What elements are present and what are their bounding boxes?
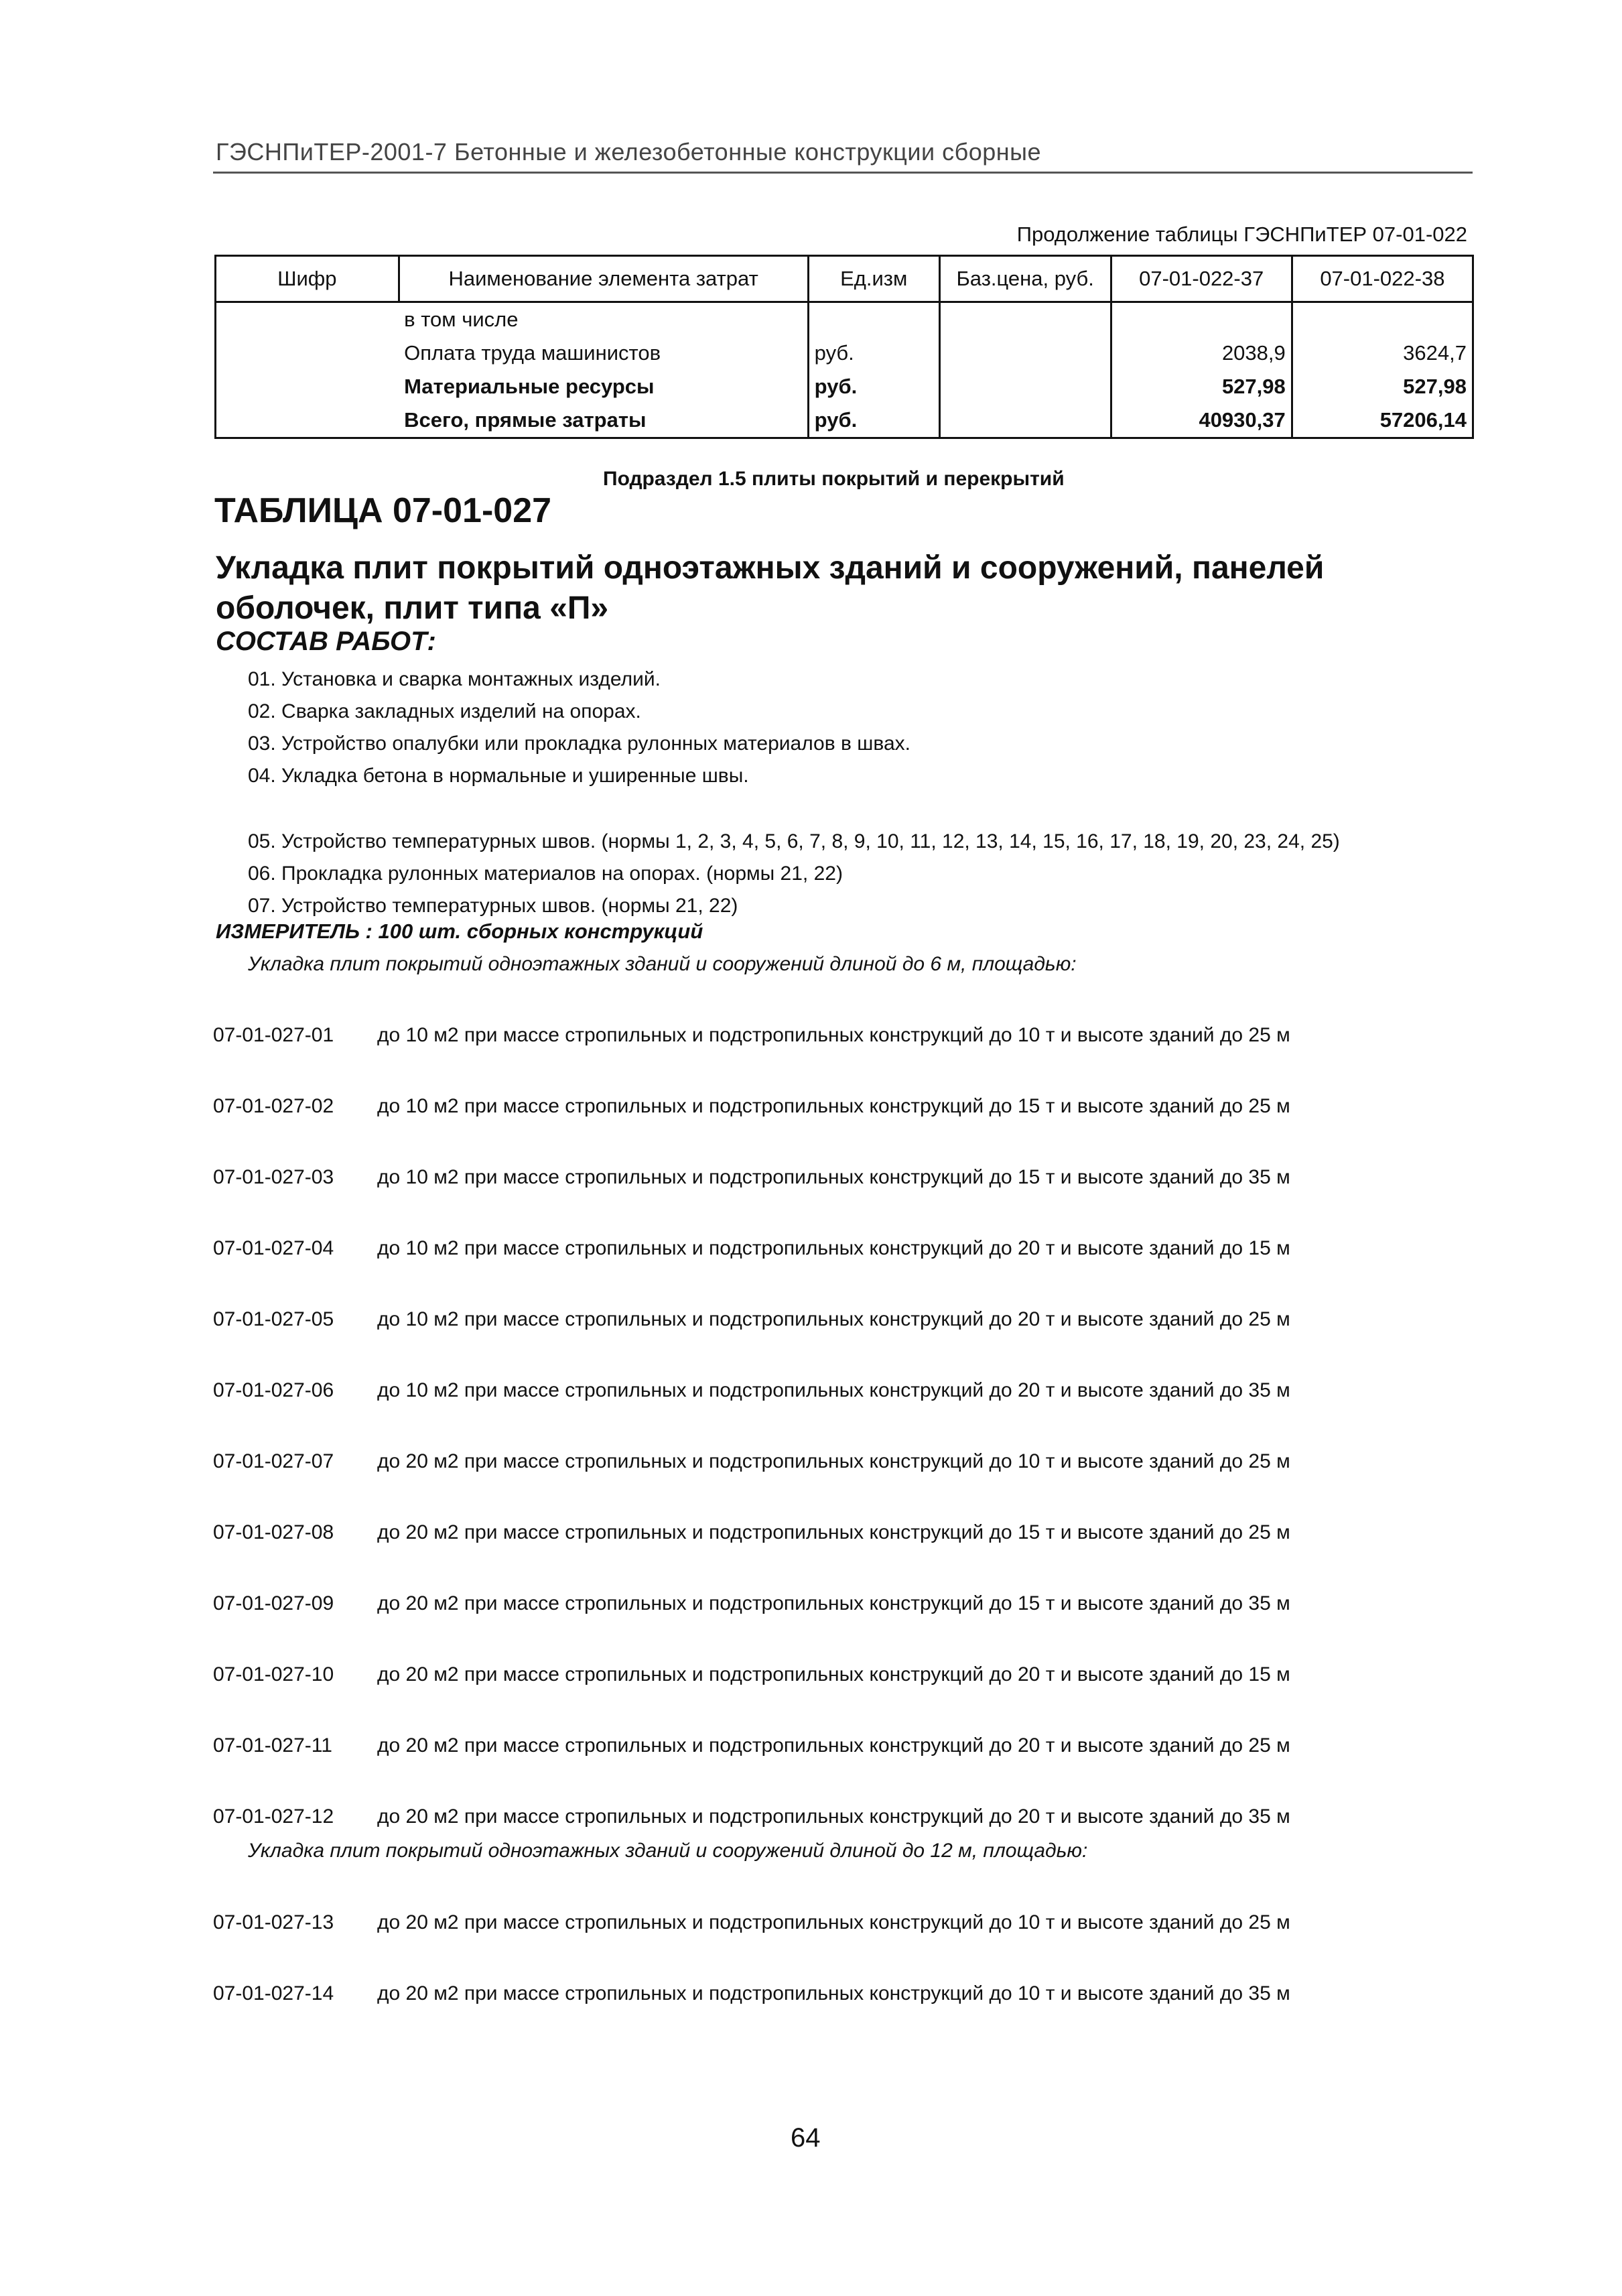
header-rule <box>213 172 1473 174</box>
norm-code: 07-01-027-09 <box>213 1592 334 1614</box>
cost-item-value-38: 3624,7 <box>1292 336 1473 370</box>
running-header: ГЭСНПиТЕР-2001-7 Бетонные и железобетонные конструкции сборные <box>216 138 1042 166</box>
work-item: 05. Устройство температурных швов. (нормы 1, 2, 3, 4, 5, 6, 7, 8, 9, 10, 11, 12, 13, 14, 15, 16, 17, 18, 19, 20, 23, 24, 25) <box>248 830 1340 852</box>
group-intro-12m: Укладка плит покрытий одноэтажных зданий и сооружений длиной до 12 м, площадью: <box>248 1840 1088 1862</box>
norm-text: до 10 м2 при массе стропильных и подстропильных конструкций до 20 т и высоте зданий до 35 м <box>377 1379 1290 1401</box>
list-spacer <box>248 792 1340 826</box>
norm-row <box>213 1095 1290 1118</box>
measure-unit: ИЗМЕРИТЕЛЬ : 100 шт. сборных конструкций <box>216 919 703 943</box>
cost-item-value-37: 2038,9 <box>1111 336 1292 370</box>
norm-row <box>213 1237 1290 1260</box>
norm-text: до 20 м2 при массе стропильных и подстропильных конструкций до 10 т и высоте зданий до 25 м <box>377 1450 1290 1472</box>
cost-table-header-row <box>216 256 1473 302</box>
norm-text: до 10 м2 при массе стропильных и подстропильных конструкций до 20 т и высоте зданий до 15 м <box>377 1237 1290 1259</box>
cost-item-name: Материальные ресурсы <box>399 370 808 403</box>
norm-text: до 10 м2 при массе стропильных и подстропильных конструкций до 20 т и высоте зданий до 25 м <box>377 1308 1290 1330</box>
group-intro-6m: Укладка плит покрытий одноэтажных зданий и сооружений длиной до 6 м, площадью: <box>248 953 1077 975</box>
norm-text: до 20 м2 при массе стропильных и подстропильных конструкций до 10 т и высоте зданий до 35 м <box>377 1982 1290 2004</box>
norm-row <box>213 1308 1290 1331</box>
work-item: 03. Устройство опалубки или прокладка рулонных материалов в швах. <box>248 732 910 755</box>
norm-row <box>213 1450 1290 1473</box>
column-header-norm-37: 07-01-022-37 <box>1111 256 1292 302</box>
norm-row <box>213 1911 1290 1934</box>
norm-text: до 20 м2 при массе стропильных и подстропильных конструкций до 10 т и высоте зданий до 25 м <box>377 1911 1290 1933</box>
norm-text: до 20 м2 при массе стропильных и подстропильных конструкций до 15 т и высоте зданий до 35 м <box>377 1592 1290 1614</box>
column-header-name: Наименование элемента затрат <box>399 256 808 302</box>
section-heading: Укладка плит покрытий одноэтажных зданий и сооружений, панелей оболочек, плит типа «П» <box>216 550 1325 626</box>
cost-item-name: Всего, прямые затраты <box>399 403 808 438</box>
cost-item-name: в том числе <box>399 302 808 337</box>
continuation-caption: Продолжение таблицы ГЭСНПиТЕР 07-01-022 <box>1016 222 1467 246</box>
cost-item-name: Оплата труда машинистов <box>399 336 808 370</box>
norm-code: 07-01-027-01 <box>213 1024 334 1046</box>
cost-item-value-38: 527,98 <box>1292 370 1473 403</box>
norm-text: до 10 м2 при массе стропильных и подстропильных конструкций до 15 т и высоте зданий до 35 м <box>377 1166 1290 1188</box>
norm-row <box>213 1024 1290 1047</box>
code-cell <box>216 403 399 438</box>
work-composition-label: СОСТАВ РАБОТ: <box>216 627 436 656</box>
cost-item-value-37: 40930,37 <box>1111 403 1292 438</box>
norm-code: 07-01-027-05 <box>213 1308 334 1330</box>
norm-code: 07-01-027-13 <box>213 1911 334 1933</box>
work-item: 07. Устройство температурных швов. (нормы 21, 22) <box>248 895 738 917</box>
norm-text: до 10 м2 при массе стропильных и подстропильных конструкций до 10 т и высоте зданий до 25 м <box>377 1024 1290 1046</box>
cost-item-unit: руб. <box>808 336 939 370</box>
norm-text: до 20 м2 при массе стропильных и подстропильных конструкций до 15 т и высоте зданий до 25 м <box>377 1521 1290 1543</box>
norm-code: 07-01-027-08 <box>213 1521 334 1543</box>
norm-row <box>213 1734 1290 1757</box>
cost-item-base <box>939 336 1111 370</box>
column-header-unit: Ед.изм <box>808 256 939 302</box>
table-row <box>216 336 1473 370</box>
norm-code: 07-01-027-04 <box>213 1237 334 1259</box>
work-item: 04. Укладка бетона в нормальные и уширенные швы. <box>248 765 749 787</box>
column-header-norm-38: 07-01-022-38 <box>1292 256 1473 302</box>
norm-code: 07-01-027-07 <box>213 1450 334 1472</box>
cost-item-base <box>939 403 1111 438</box>
cost-item-unit <box>808 302 939 337</box>
column-header-base-price: Баз.цена, руб. <box>939 256 1111 302</box>
code-cell <box>216 302 399 337</box>
norm-code: 07-01-027-12 <box>213 1805 334 1828</box>
norm-code: 07-01-027-11 <box>213 1734 332 1757</box>
norm-code: 07-01-027-10 <box>213 1663 334 1685</box>
code-cell <box>216 336 399 370</box>
norm-row <box>213 1663 1290 1686</box>
code-cell <box>216 370 399 403</box>
table-row <box>216 403 1473 438</box>
cost-item-base <box>939 370 1111 403</box>
cost-item-value-38 <box>1292 302 1473 337</box>
cost-item-value-38: 57206,14 <box>1292 403 1473 438</box>
norm-text: до 20 м2 при массе стропильных и подстропильных конструкций до 20 т и высоте зданий до 15 м <box>377 1663 1290 1685</box>
cost-item-base <box>939 302 1111 337</box>
norm-text: до 20 м2 при массе стропильных и подстропильных конструкций до 20 т и высоте зданий до 35 м <box>377 1805 1290 1828</box>
norm-row <box>213 1166 1290 1189</box>
cost-item-unit: руб. <box>808 370 939 403</box>
norm-code: 07-01-027-14 <box>213 1982 334 2004</box>
norm-row <box>213 1521 1290 1544</box>
cost-item-value-37: 527,98 <box>1111 370 1292 403</box>
work-list <box>248 663 1340 922</box>
work-item: 06. Прокладка рулонных материалов на опорах. (нормы 21, 22) <box>248 863 843 885</box>
norm-row <box>213 1805 1290 1828</box>
table-row <box>216 302 1473 337</box>
page-number: 64 <box>791 2123 821 2153</box>
table-title: ТАБЛИЦА 07-01-027 <box>214 491 552 530</box>
work-item: 02. Сварка закладных изделий на опорах. <box>248 700 641 722</box>
subsection-title: Подраздел 1.5 плиты покрытий и перекрытий <box>603 468 1065 490</box>
norm-row <box>213 1982 1290 2005</box>
table-row <box>216 370 1473 403</box>
column-header-code: Шифр <box>216 256 399 302</box>
norm-code: 07-01-027-06 <box>213 1379 334 1401</box>
cost-item-unit: руб. <box>808 403 939 438</box>
norm-code: 07-01-027-02 <box>213 1095 334 1117</box>
cost-table <box>214 255 1474 439</box>
cost-item-value-37 <box>1111 302 1292 337</box>
norm-code: 07-01-027-03 <box>213 1166 334 1188</box>
norm-text: до 10 м2 при массе стропильных и подстропильных конструкций до 15 т и высоте зданий до 25 м <box>377 1095 1290 1117</box>
work-item: 01. Установка и сварка монтажных изделий. <box>248 668 661 690</box>
norm-text: до 20 м2 при массе стропильных и подстропильных конструкций до 20 т и высоте зданий до 25 м <box>377 1734 1290 1757</box>
norm-row <box>213 1379 1290 1402</box>
norm-row <box>213 1592 1290 1615</box>
